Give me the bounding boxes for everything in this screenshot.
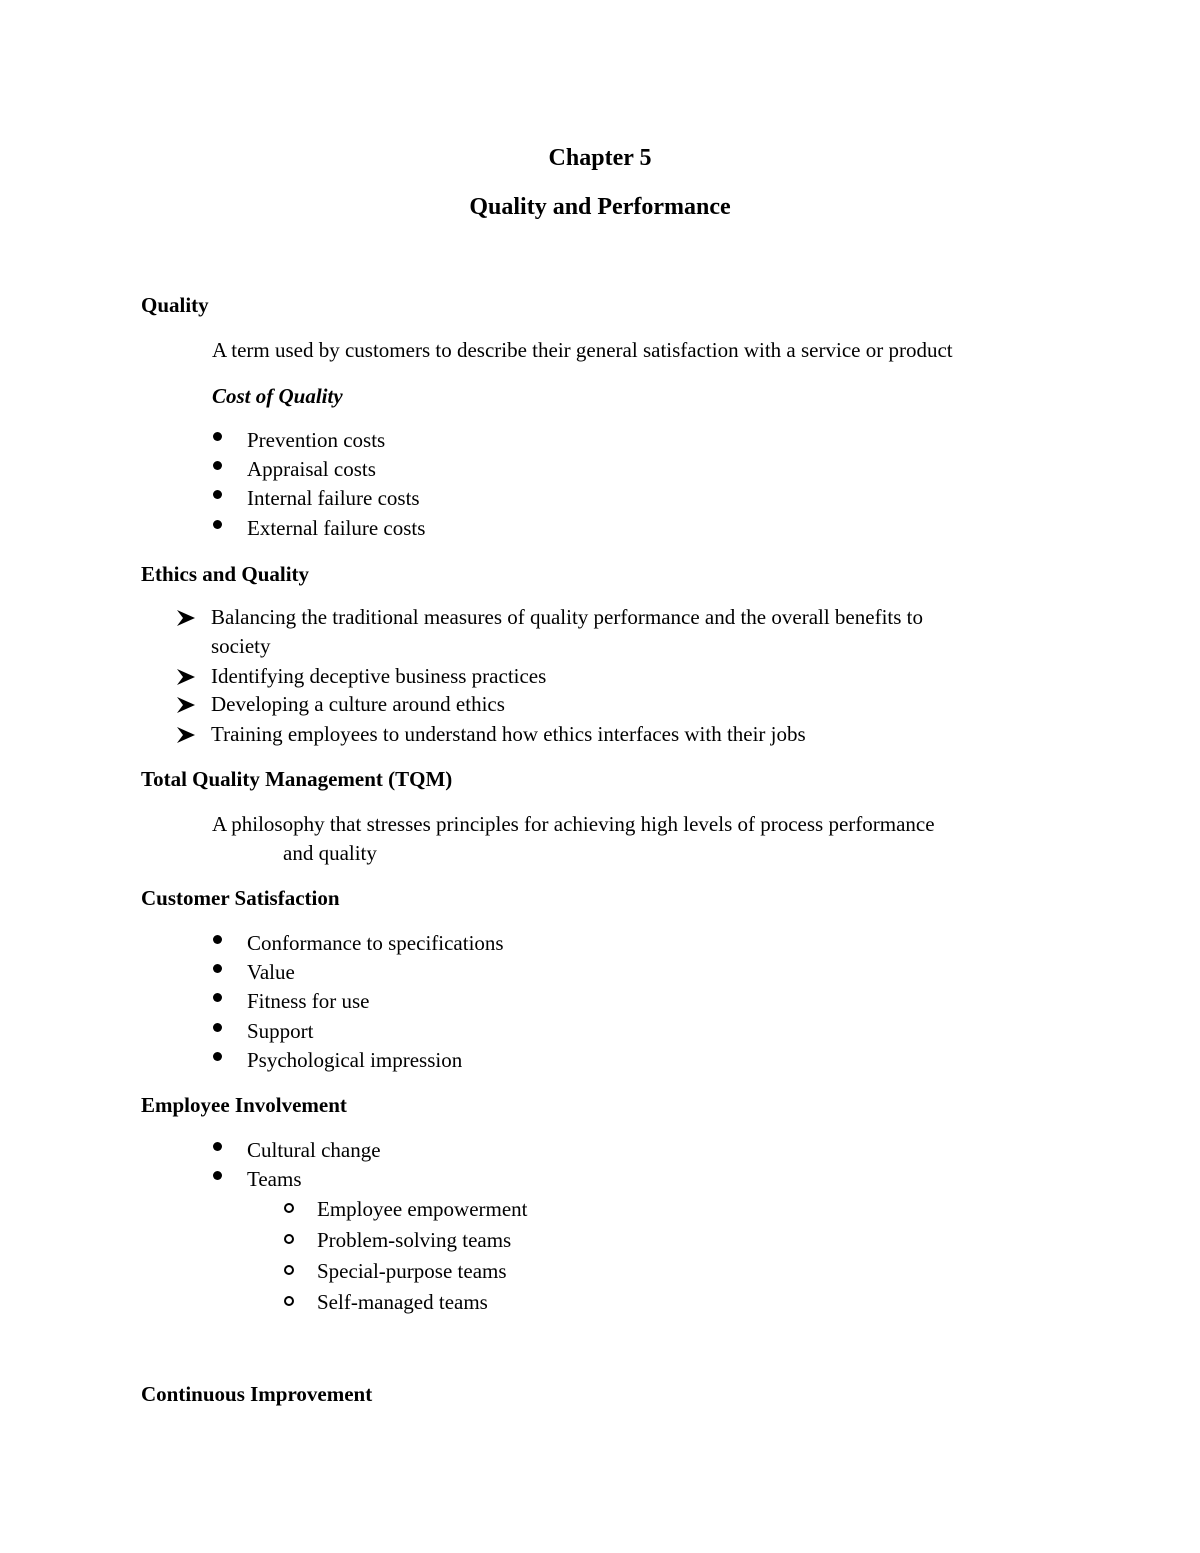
list-item: Balancing the traditional measures of quality performance and the overall benefits to [211, 605, 923, 629]
chapter-subtitle: Quality and Performance [469, 194, 731, 220]
list-item: Conformance to specifications [247, 931, 504, 955]
bullet-icon [213, 964, 222, 973]
sub-list-item: Self-managed teams [317, 1290, 488, 1314]
heading-employee-involvement: Employee Involvement [141, 1093, 347, 1117]
list-item: Cultural change [247, 1138, 381, 1162]
list-item: Fitness for use [247, 989, 370, 1013]
heading-ethics: Ethics and Quality [141, 562, 310, 586]
list-item: Psychological impression [247, 1048, 463, 1072]
sub-list-item: Special-purpose teams [317, 1259, 507, 1283]
bullet-icon [213, 432, 222, 441]
bullet-icon [213, 1023, 222, 1032]
list-item: Identifying deceptive business practices [211, 664, 547, 688]
arrow-bullet-icon [176, 668, 196, 686]
cost-of-quality-heading: Cost of Quality [212, 384, 343, 408]
chapter-title: Chapter 5 [548, 145, 652, 171]
list-item: Training employees to understand how ethics interfaces with their jobs [211, 722, 806, 746]
circle-bullet-icon [284, 1234, 294, 1244]
bullet-icon [213, 993, 222, 1002]
heading-quality: Quality [141, 293, 209, 317]
bullet-icon [213, 461, 222, 470]
tqm-definition: A philosophy that stresses principles for achieving high levels of process performance [212, 812, 935, 836]
list-item: Value [247, 960, 295, 984]
list-item: Teams [247, 1167, 302, 1191]
bullet-icon [213, 490, 222, 499]
list-item: External failure costs [247, 516, 426, 540]
bullet-icon [213, 935, 222, 944]
bullet-icon [213, 1052, 222, 1061]
bullet-icon [213, 1171, 222, 1180]
circle-bullet-icon [284, 1203, 294, 1213]
heading-continuous-improvement: Continuous Improvement [141, 1382, 373, 1406]
tqm-definition-continuation: and quality [283, 841, 377, 865]
list-item: Appraisal costs [247, 457, 376, 481]
bullet-icon [213, 520, 222, 529]
bullet-icon [213, 1142, 222, 1151]
list-item: Prevention costs [247, 428, 386, 452]
list-item: Developing a culture around ethics [211, 692, 505, 716]
heading-tqm: Total Quality Management (TQM) [141, 767, 453, 791]
quality-definition: A term used by customers to describe their general satisfaction with a service or product [212, 338, 953, 362]
list-item-continuation: society [211, 634, 271, 658]
sub-list-item: Problem-solving teams [317, 1228, 512, 1252]
circle-bullet-icon [284, 1296, 294, 1306]
sub-list-item: Employee empowerment [317, 1197, 528, 1221]
list-item: Support [247, 1019, 314, 1043]
circle-bullet-icon [284, 1265, 294, 1275]
arrow-bullet-icon [176, 609, 196, 627]
arrow-bullet-icon [176, 726, 196, 744]
arrow-bullet-icon [176, 696, 196, 714]
list-item: Internal failure costs [247, 486, 420, 510]
heading-customer-satisfaction: Customer Satisfaction [141, 886, 340, 910]
